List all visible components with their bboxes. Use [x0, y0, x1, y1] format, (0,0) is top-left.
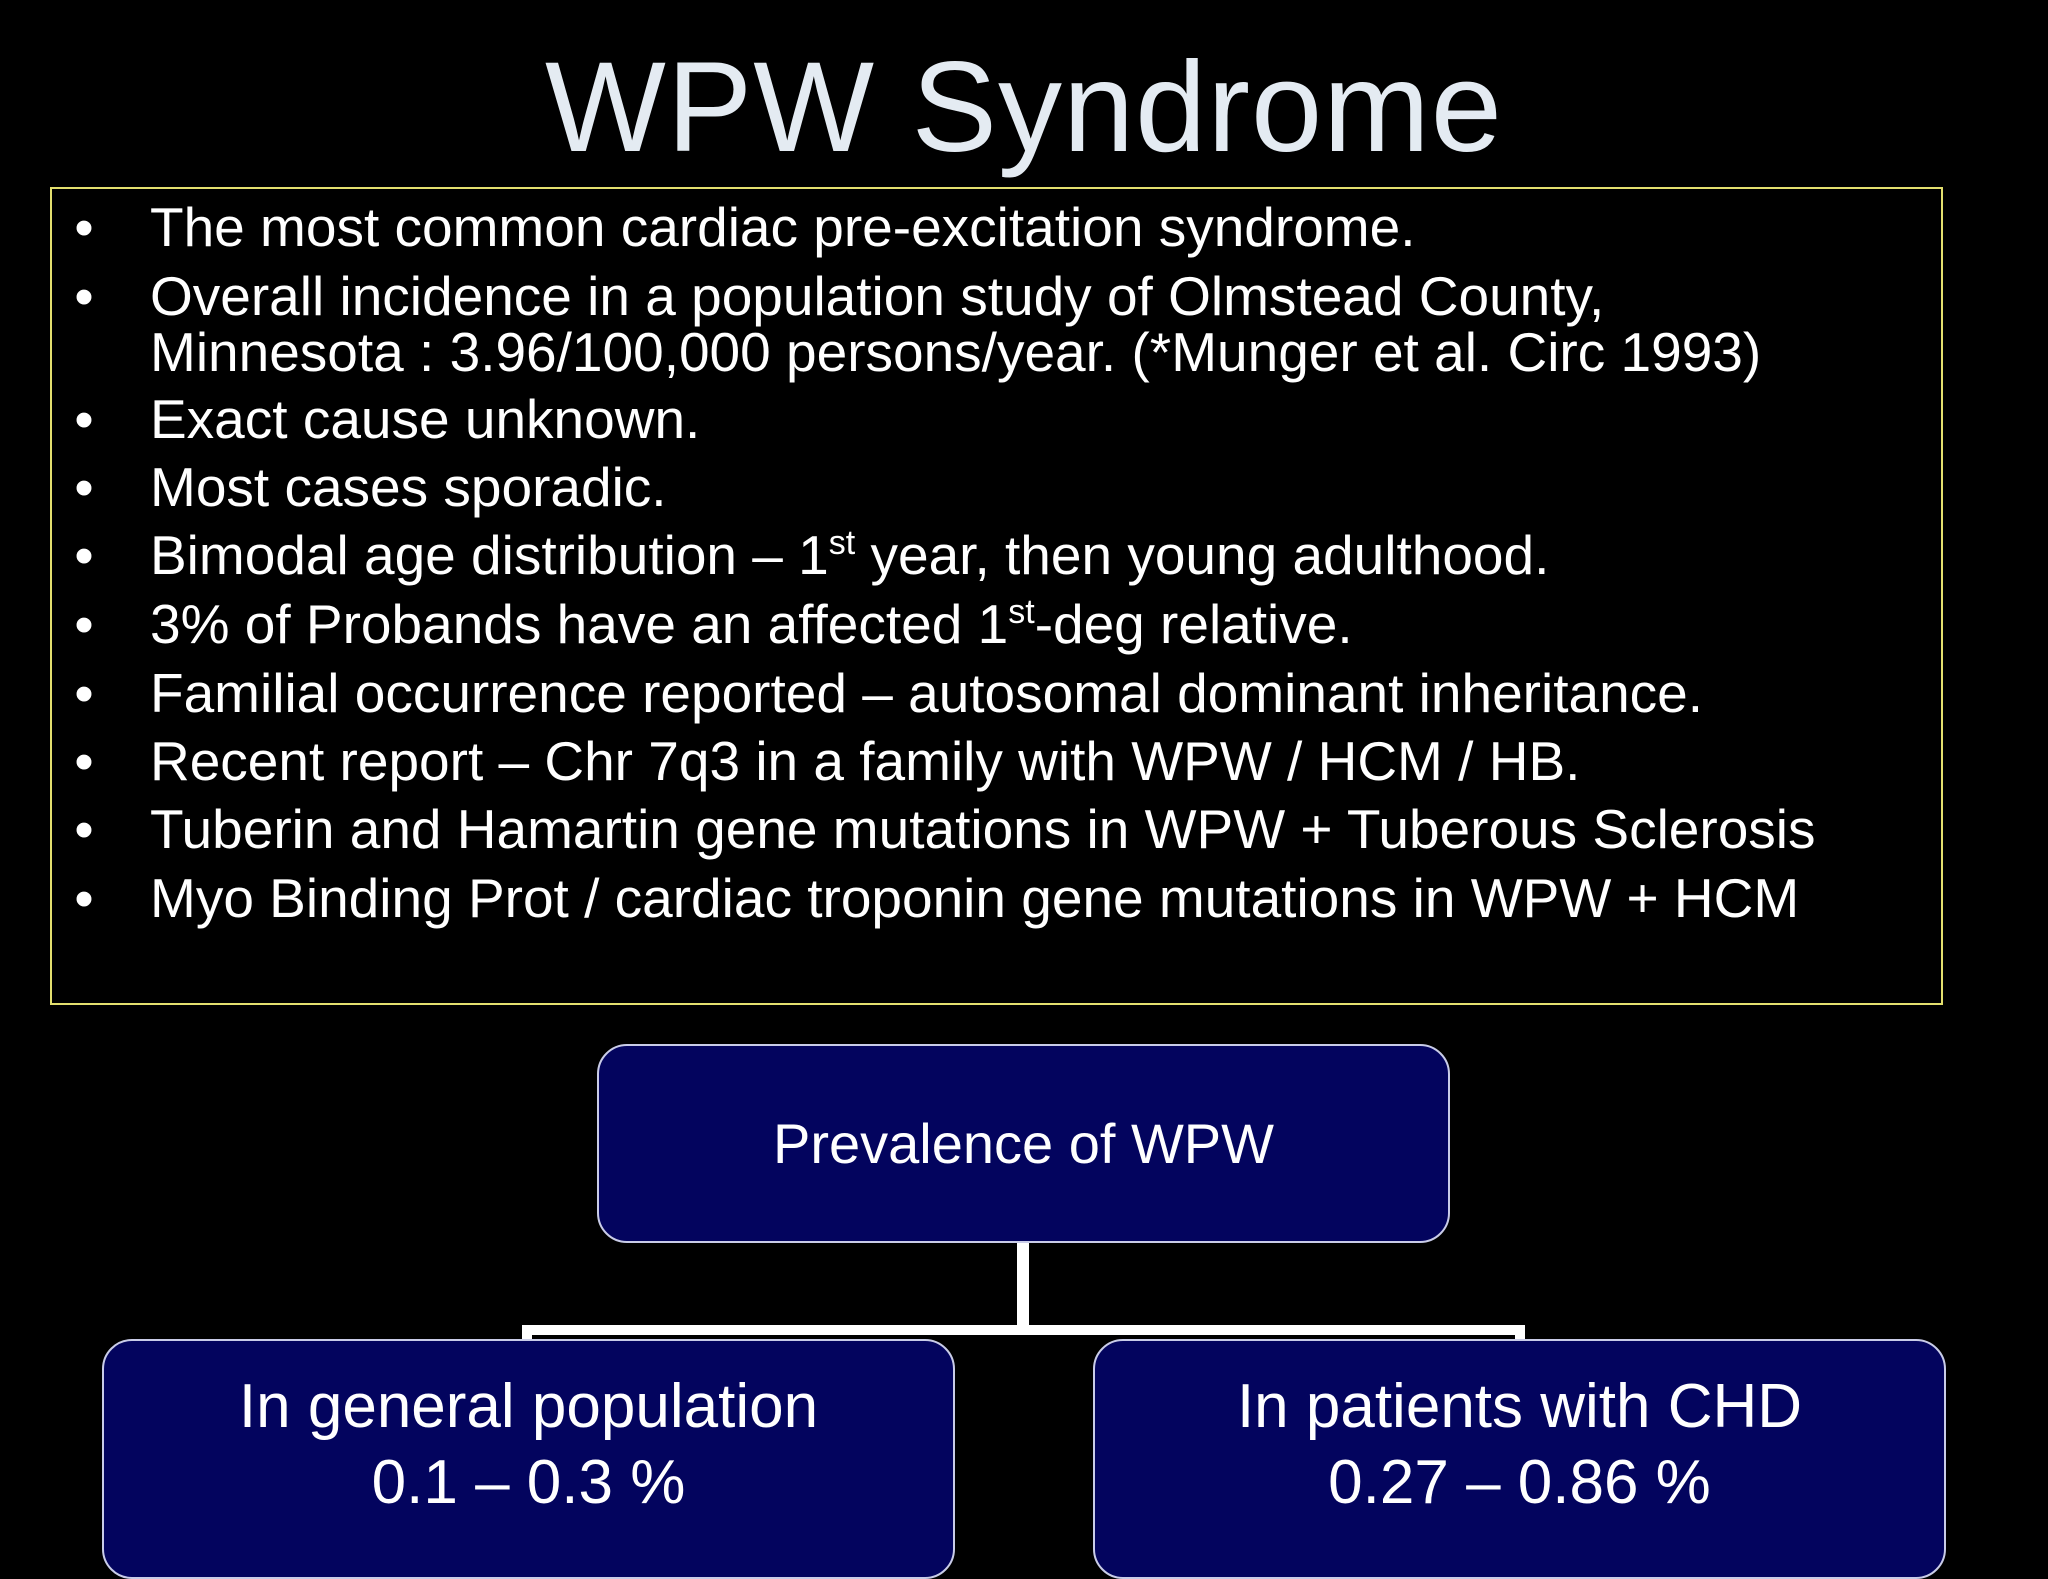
- bullet-icon: •: [74, 798, 94, 860]
- bullet-text-part: -deg relative.: [1034, 593, 1353, 655]
- bullet-icon: •: [74, 593, 94, 655]
- bullet-text-line: Overall incidence in a population study of Olmstead County,: [150, 265, 1605, 327]
- node-label: In general population: [238, 1372, 819, 1441]
- bullet-icon: •: [74, 524, 94, 586]
- root-node-label: Prevalence of WPW: [772, 1111, 1275, 1175]
- bullet-icon: •: [74, 388, 94, 450]
- bullet-text: [150, 524, 1550, 586]
- bullet-text-line: Minnesota : 3.96/100,000 persons/year. (*Munger et al. Circ 1993): [150, 321, 1762, 383]
- bullet-list-box: [50, 187, 1943, 1005]
- bullet-icon: •: [74, 730, 94, 792]
- bullet-text: [150, 593, 1353, 655]
- bullet-text: The most common cardiac pre-excitation syndrome.: [150, 196, 1416, 258]
- node-label: In patients with CHD: [1236, 1372, 1803, 1441]
- node-value: 0.27 – 0.86 %: [1328, 1448, 1711, 1517]
- bullet-text: Exact cause unknown.: [150, 388, 701, 450]
- bullet-icon: •: [74, 196, 94, 258]
- bullet-text-part: year, then young adulthood.: [855, 524, 1550, 586]
- general-population-node: [102, 1339, 955, 1579]
- chd-patients-node: [1093, 1339, 1946, 1579]
- bullet-text: Recent report – Chr 7q3 in a family with WPW / HCM / HB.: [150, 730, 1581, 792]
- bullet-icon: •: [74, 662, 94, 724]
- bullet-icon: •: [74, 456, 94, 518]
- bullet-text: Tuberin and Hamartin gene mutations in WPW + Tuberous Sclerosis: [150, 798, 1816, 860]
- slide-title: WPW Syndrome: [545, 36, 1503, 179]
- bullet-text: [150, 265, 1762, 383]
- bullet-text-part: 3% of Probands have an affected 1: [150, 593, 1009, 655]
- bullet-text: Myo Binding Prot / cardiac troponin gene mutations in WPW + HCM: [150, 867, 1800, 929]
- superscript: st: [1008, 593, 1035, 631]
- bullet-text: Familial occurrence reported – autosomal dominant inheritance.: [150, 662, 1704, 724]
- node-value: 0.1 – 0.3 %: [371, 1448, 686, 1517]
- prevalence-root-node: [597, 1044, 1450, 1243]
- bullet-icon: •: [74, 265, 94, 327]
- bullet-icon: •: [74, 867, 94, 929]
- bullet-text-part: Bimodal age distribution – 1: [150, 524, 829, 586]
- bullet-text: Most cases sporadic.: [150, 456, 667, 518]
- superscript: st: [828, 524, 856, 562]
